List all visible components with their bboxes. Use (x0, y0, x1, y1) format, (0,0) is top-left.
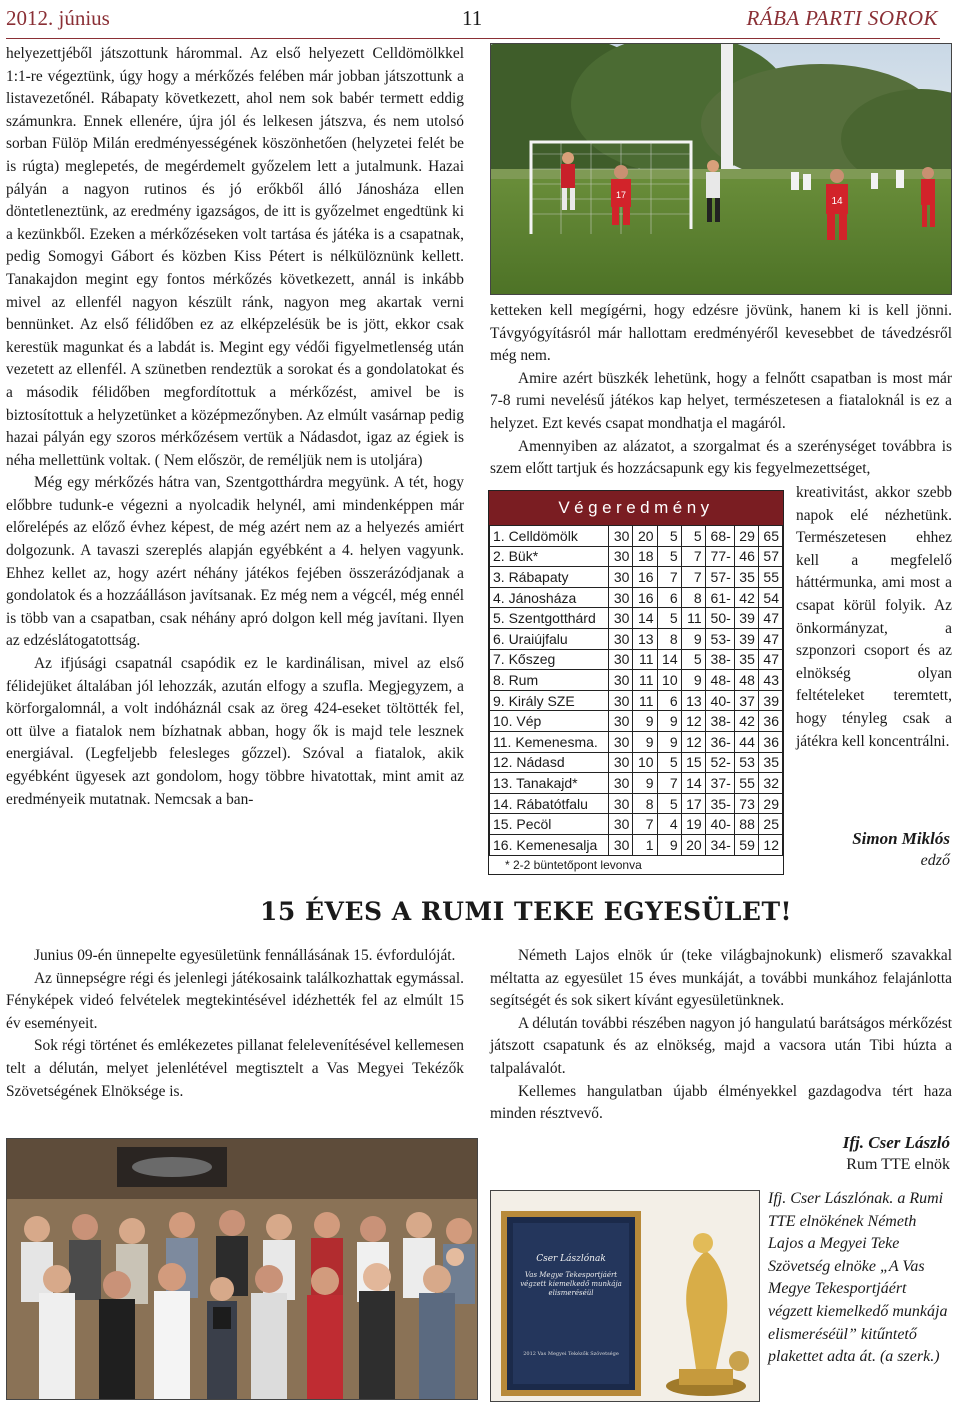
stat-cell: 39 (734, 628, 758, 649)
stat-cell: 10 (657, 670, 681, 691)
stat-cell: 5 (657, 526, 681, 547)
standings-row (490, 773, 783, 794)
stat-cell: 35 (734, 649, 758, 670)
stat-cell: 7 (681, 567, 705, 588)
stat-cell: 35 (734, 567, 758, 588)
signature-name: Ifj. Cser László (842, 1133, 950, 1152)
stat-cell: 47 (758, 628, 782, 649)
standings-footnote: * 2-2 büntetőpont levonva (505, 857, 642, 872)
standings-table (488, 490, 784, 875)
football-article-side: kreativitást, akkor szebb napok elé nézhetünk. Természetesen ehhez kell a megfelelő háttérmunka, ami most a csapat körül folyik. Az önkormányzat, a szponzori csoport és az elnökség olyan feltételeket teremtett, hogy tényleg csak a játékra kell koncentrálni. (796, 484, 952, 750)
stat-cell: 5 (681, 649, 705, 670)
stat-cell: 36 (758, 731, 782, 752)
team-name-cell: 6. Uraiújfalu (490, 628, 609, 649)
stat-cell: 15 (681, 752, 705, 773)
team-name-cell: 16. Kemenesalja (490, 834, 609, 855)
stat-cell: 38- (705, 649, 734, 670)
stat-cell: 32 (758, 773, 782, 794)
stat-cell: 30 (609, 587, 633, 608)
stat-cell: 13 (681, 690, 705, 711)
stat-cell: 8 (633, 793, 657, 814)
stat-cell: 7 (657, 773, 681, 794)
stat-cell: 9 (657, 731, 681, 752)
team-name-cell: 2. Bük* (490, 546, 609, 567)
stat-cell: 47 (758, 649, 782, 670)
stat-cell: 36 (758, 711, 782, 732)
article-paragraph: Sok régi történet és emlékezetes pillanat felelevenítésével kellemesen telt a délután, melyet jelenlétével megtisztelt a Vas Megyei Tekézők Szövetségének Elnöksége is. (6, 1037, 464, 1100)
plaque-line-2: Vas Megye Tekesportjáért végzett kiemelkedő munkája elismeréséül (520, 1271, 622, 1297)
stat-cell: 61- (705, 587, 734, 608)
stat-cell: 39 (734, 608, 758, 629)
stat-cell: 73 (734, 793, 758, 814)
article-paragraph: Kellemes hangulatban újabb élményekkel gazdagodva tért haza minden résztvevő. (490, 1082, 952, 1123)
stat-cell: 30 (609, 793, 633, 814)
football-article-left (6, 43, 464, 811)
stat-cell: 30 (609, 567, 633, 588)
standings-row (490, 526, 783, 547)
article-paragraph: Az ünnepségre régi és jelenlegi játékosaink találkozhattak egymással. Fényképek videó felvételek megtekintésével idézhették fel az elmúlt 15 év eseményeit. (6, 969, 464, 1032)
article-paragraph: Amennyiben az alázatot, a szorgalmat és a szerénységet továbbra is szem előtt tartjuk és hozzácsapunk egy kis fegyelmezettséget, (490, 437, 952, 478)
stat-cell: 7 (657, 567, 681, 588)
stat-cell: 13 (633, 628, 657, 649)
article-paragraph: Junius 09-én ünnepelte egyesületünk fennállásának 15. évfordulóját. (34, 947, 456, 964)
page-header (0, 0, 960, 40)
stat-cell: 19 (681, 814, 705, 835)
stat-cell: 12 (758, 834, 782, 855)
stat-cell: 20 (681, 834, 705, 855)
stat-cell: 12 (681, 711, 705, 732)
article-paragraph: Amire azért büszkék lehetünk, hogy a felnőtt csapatban is most már 7-8 rumi nevelésű játékos kap helyet, természetesen a fiataloknál is ez a helyzet. Ezt kevés csapat mondhatja el magáról. (490, 369, 952, 432)
stat-cell: 52- (705, 752, 734, 773)
stat-cell: 48- (705, 670, 734, 691)
stat-cell: 29 (734, 526, 758, 547)
jersey-number-14: 14 (831, 196, 843, 207)
football-article-right (490, 300, 952, 481)
plaque-line-3: 2012 Vas Megyei Tekézők Szövetsége (523, 1351, 619, 1357)
group-photo-illustration (7, 1139, 478, 1400)
stat-cell: 30 (609, 731, 633, 752)
bowling-signature (843, 1132, 950, 1176)
stat-cell: 18 (633, 546, 657, 567)
stat-cell: 16 (633, 567, 657, 588)
stat-cell: 14 (657, 649, 681, 670)
stat-cell: 55 (734, 773, 758, 794)
standings-row (490, 628, 783, 649)
stat-cell: 20 (633, 526, 657, 547)
stat-cell: 38- (705, 711, 734, 732)
team-name-cell: 5. Szentgotthárd (490, 608, 609, 629)
standings-row (490, 546, 783, 567)
publication-title: RÁBA PARTI SOROK (746, 6, 938, 30)
stat-cell: 8 (657, 628, 681, 649)
team-name-cell: 14. Rábatótfalu (490, 793, 609, 814)
stat-cell: 30 (609, 834, 633, 855)
stat-cell: 36- (705, 731, 734, 752)
bowling-article-left (6, 945, 464, 1103)
stat-cell: 10 (633, 752, 657, 773)
stat-cell: 30 (609, 649, 633, 670)
stat-cell: 30 (609, 608, 633, 629)
article-paragraph: A délután további részében nagyon jó hangulatú barátságos mérkőzést játszott csapatunk és az elnökség, majd a vacsora után Tibi húzta a talpalávalót. (490, 1014, 952, 1077)
stat-cell: 4 (657, 814, 681, 835)
stat-cell: 29 (758, 793, 782, 814)
team-name-cell: 9. Király SZE (490, 690, 609, 711)
stat-cell: 44 (734, 731, 758, 752)
team-name-cell: 10. Vép (490, 711, 609, 732)
article-paragraph: Még egy mérkőzés hátra van, Szentgotthárdra megyünk. A tét, hogy előbbre tudunk-e végezni a nyolcadik helynél, ami mindenképpen már előrelépés az előző évhez képest, de még azért nem az a helyezés amiért dolgozunk. A tavaszi szereplés alapján egyébként a 4. helyen vagyunk. Ehhez kellet az, hogy azért néhány játékos fejében összerázódjanak a gondolatok és a hozzáálláson javítsanak. Ez még nem a végcél, még ennél is több van a csapatban, csak néhány apró dolgon kell még javítani. Ilyen az edzéslátogatottság. (6, 474, 464, 650)
standings-row (490, 752, 783, 773)
stat-cell: 37 (734, 690, 758, 711)
stat-cell: 30 (609, 814, 633, 835)
stat-cell: 54 (758, 587, 782, 608)
article-paragraph: ketteken kell megígérni, hogy edzésre jövünk, hanem ki is kell jönni. Távgyógyításról már hallottam eredményéről kevesebbet de távedzésről még nem. (490, 302, 952, 365)
team-name-cell: 8. Rum (490, 670, 609, 691)
team-name-cell: 4. Jánosháza (490, 587, 609, 608)
stat-cell: 88 (734, 814, 758, 835)
standings-title: Végeredmény (489, 491, 783, 525)
stat-cell: 46 (734, 546, 758, 567)
article-paragraph: helyezettjéből játszottunk hárommal. Az első helyezett Celldömölkkel 1:1-re végeztünk, úgy hogy a mérkőzés felében már jobban játszottunk a listavezetőnél. Rábapaty következett, ahol nem sok babér termett eddig számunkra. Ennek ellenére, újra jól és lelkesen játszva, és nem utolsó sorban Fülöp Milán eredményességének köszönhetően (helyzetei felét be is rúgta) meglepetés, de megérdemelt győzelem lett a jutalmunk. Hazai pályán a nagyon rutinos és jó erőkből álló Jánosháza ellen döntetleneztünk, az eredmény igazságos, de itt is győzelmet engedtünk ki a kezünkből. Ezeken a mérkőzéseken volt tartása és játéka is a csapatnak, pedig Somogyi Gábort és közben Kiss Pétert is nélkülöznünk kellett. Tanakajdon megint egy fontos mérkőzés következett, annál is inkább mivel az ellenfél nagyon készült ránk, nagyon meg akartak verni bennünket. Az első félidőben ez az elképzelésük be is jött, ekkor csak kerestük magunkat és a labdát is. Megint egy védői figyelmetlenség után vezetett az ellenfél. A szünetben rendeztük a sorokat és a gondolatokat és a második félidőben megfordítottuk a mérkőzést, amivel be is biztosítottuk a helyzetünket a középmezőnyben. Az elmúlt vasárnap pedig hazai pályán egy szoros mérkőzésem vertük a Nádasdot, igaz az égiek is néha mellettünk voltak. ( Nem először, de reméljük nem is utoljára) (6, 45, 464, 469)
stat-cell: 35 (758, 752, 782, 773)
football-match-illustration (491, 44, 952, 295)
stat-cell: 6 (657, 690, 681, 711)
stat-cell: 68- (705, 526, 734, 547)
stat-cell: 9 (657, 711, 681, 732)
stat-cell: 9 (657, 834, 681, 855)
stat-cell: 6 (657, 587, 681, 608)
stat-cell: 30 (609, 526, 633, 547)
jersey-number-17: 17 (615, 190, 627, 200)
group-photo (6, 1138, 478, 1400)
stat-cell: 5 (657, 608, 681, 629)
stat-cell: 39 (758, 690, 782, 711)
plaque-illustration (491, 1191, 760, 1402)
standings-row (490, 587, 783, 608)
stat-cell: 53- (705, 628, 734, 649)
stat-cell: 12 (681, 731, 705, 752)
stat-cell: 59 (734, 834, 758, 855)
stat-cell: 40- (705, 690, 734, 711)
stat-cell: 9 (681, 628, 705, 649)
stat-cell: 30 (609, 711, 633, 732)
bowling-article-right (490, 945, 952, 1126)
stat-cell: 30 (609, 628, 633, 649)
stat-cell: 30 (609, 670, 633, 691)
stat-cell: 57- (705, 567, 734, 588)
football-match-photo (490, 43, 952, 295)
signature-name: Simon Miklós (852, 829, 950, 848)
stat-cell: 30 (609, 690, 633, 711)
stat-cell: 5 (657, 546, 681, 567)
stat-cell: 7 (633, 814, 657, 835)
stat-cell: 35- (705, 793, 734, 814)
signature-role: Rum TTE elnök (846, 1156, 950, 1173)
plaque-photo (490, 1190, 760, 1402)
standings-row (490, 834, 783, 855)
standings-row (490, 690, 783, 711)
standings-row (490, 608, 783, 629)
team-name-cell: 1. Celldömölk (490, 526, 609, 547)
stat-cell: 47 (758, 608, 782, 629)
stat-cell: 5 (657, 752, 681, 773)
standings-grid (489, 525, 783, 856)
article-paragraph: Az ifjúsági csapatnál csapódik ez le kardinálisan, mivel az első félidejüket általában jól lehozzák, azután elfogy a szufla. Megjegyzem, a körforgalomnál, a volt indóháznál csak az öreg 424-eseket töltötték fel, ott ülve a fiatalok nem bízhatnak abban, hogy ők is majd tele lesznek energiával. (Legfeljebb felesleges gőzzel). Szóval a fiatalok, akik egyébként ügyesek azt gondolom, hogy többre hivatottak, mint amit az eredményeik mutatnak. Nemcsak a ban- (6, 655, 464, 808)
stat-cell: 9 (681, 670, 705, 691)
stat-cell: 30 (609, 752, 633, 773)
stat-cell: 40- (705, 814, 734, 835)
page-number: 11 (462, 6, 483, 30)
team-name-cell: 12. Nádasd (490, 752, 609, 773)
stat-cell: 42 (734, 711, 758, 732)
standings-row (490, 670, 783, 691)
stat-cell: 11 (633, 690, 657, 711)
stat-cell: 9 (633, 731, 657, 752)
stat-cell: 5 (657, 793, 681, 814)
standings-row (490, 567, 783, 588)
stat-cell: 37- (705, 773, 734, 794)
team-name-cell: 7. Kőszeg (490, 649, 609, 670)
team-name-cell: 13. Tanakajd* (490, 773, 609, 794)
standings-row (490, 711, 783, 732)
article-paragraph: Németh Lajos elnök úr (teke világbajnokunk) elismerő szavakkal méltatta az egyesület 15 éves munkáját, a további munkához felajánlotta segítségét és sok sikert kívánt egyesületünknek. (490, 947, 952, 1010)
header-divider (6, 38, 940, 39)
signature-role: edző (920, 852, 950, 869)
stat-cell: 48 (734, 670, 758, 691)
stat-cell: 16 (633, 587, 657, 608)
stat-cell: 7 (681, 546, 705, 567)
plaque-caption: Ifj. Cser Lászlónak. a Rumi TTE elnökének Németh Lajos a Megyei Teke Szövetség elnöke „A Vas Megye Tekesportjáért végzett kiemelkedő munkája elismeréséül” kitűntető plakettet adta át. (a szerk.) (768, 1190, 948, 1366)
stat-cell: 11 (633, 670, 657, 691)
stat-cell: 11 (681, 608, 705, 629)
issue-date: 2012. június (6, 6, 110, 30)
team-name-cell: 11. Kemenesma. (490, 731, 609, 752)
team-name-cell: 15. Pecöl (490, 814, 609, 835)
stat-cell: 1 (633, 834, 657, 855)
stat-cell: 65 (758, 526, 782, 547)
stat-cell: 55 (758, 567, 782, 588)
stat-cell: 50- (705, 608, 734, 629)
bowling-headline: 15 ÉVES A RUMI TEKE EGYESÜLET! (260, 897, 793, 926)
stat-cell: 11 (633, 649, 657, 670)
stat-cell: 25 (758, 814, 782, 835)
stat-cell: 34- (705, 834, 734, 855)
stat-cell: 30 (609, 546, 633, 567)
stat-cell: 57 (758, 546, 782, 567)
stat-cell: 5 (681, 526, 705, 547)
stat-cell: 14 (633, 608, 657, 629)
plaque-line-1: Cser Lászlónak (536, 1254, 606, 1264)
standings-row (490, 814, 783, 835)
standings-row (490, 793, 783, 814)
stat-cell: 17 (681, 793, 705, 814)
stat-cell: 14 (681, 773, 705, 794)
stat-cell: 42 (734, 587, 758, 608)
stat-cell: 9 (633, 711, 657, 732)
football-signature (852, 828, 950, 872)
stat-cell: 43 (758, 670, 782, 691)
standings-row (490, 731, 783, 752)
stat-cell: 9 (633, 773, 657, 794)
stat-cell: 30 (609, 773, 633, 794)
stat-cell: 77- (705, 546, 734, 567)
team-name-cell: 3. Rábapaty (490, 567, 609, 588)
standings-row (490, 649, 783, 670)
stat-cell: 8 (681, 587, 705, 608)
stat-cell: 53 (734, 752, 758, 773)
